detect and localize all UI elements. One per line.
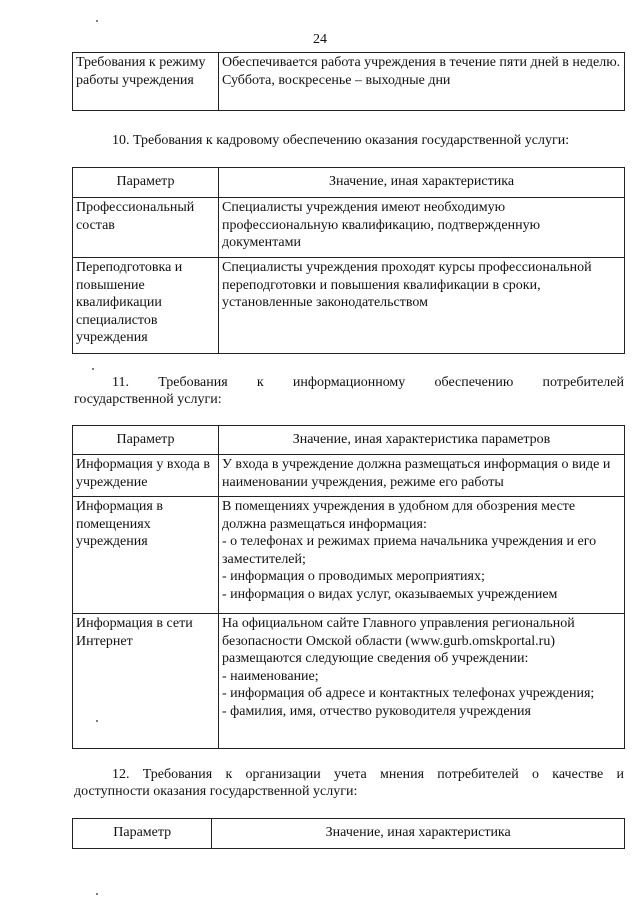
- table-row: [73, 258, 625, 354]
- page-number: 24: [313, 32, 327, 47]
- table-header-row: [73, 168, 625, 198]
- information-table: [72, 425, 625, 749]
- param-cell: Требования к режиму работы учреждения: [73, 53, 219, 111]
- value-header: Значение, иная характеристика: [212, 819, 625, 849]
- param-header: Параметр: [73, 168, 219, 198]
- section-11-heading: [74, 374, 624, 408]
- value-cell: Обеспечивается работа учреждения в течение пяти дней в неделю. Суббота, воскресенье – выходные дни: [219, 53, 625, 111]
- section-10-heading: 10. Требования к кадровому обеспечению оказания государственной услуги:: [112, 133, 570, 148]
- section-12-heading-line2: доступности оказания государственной услуги:: [74, 784, 358, 799]
- value-line: - фамилия, имя, отчество руководителя учреждения: [222, 703, 531, 719]
- value-line: - информация об адресе и контактных телефонах учреждения;: [222, 686, 595, 701]
- table-row: [73, 53, 625, 111]
- value-header: Значение, иная характеристика: [219, 168, 625, 198]
- value-cell: У входа в учреждение должна размещаться информация о виде и наименовании учреждения, режиме его работы: [219, 455, 625, 497]
- scan-speck: [96, 20, 98, 22]
- table-row: [73, 455, 625, 497]
- value-line: - информация о видах услуг, оказываемых учреждением: [222, 586, 558, 602]
- scan-speck: [92, 368, 94, 370]
- scan-speck: [96, 720, 98, 722]
- param-cell: Информация в помещениях учреждения: [73, 497, 219, 614]
- table-header-row: [73, 426, 625, 455]
- table-row: [73, 614, 625, 749]
- param-header: Параметр: [73, 426, 219, 455]
- table-header-row: [73, 819, 625, 849]
- value-line: На официальном сайте Главного управления региональной безопасности Омской области (www.gurb.omskportal.ru) размещаются следующие сведения об учреждении:: [222, 616, 575, 666]
- scan-speck: [96, 893, 98, 895]
- param-cell: Информация в сети Интернет: [73, 614, 219, 749]
- value-cell: Специалисты учреждения имеют необходимую профессиональную квалификацию, подтвержденную документами: [219, 198, 625, 258]
- section-12-heading-line1: 12. Требования к организации учета мнения потребителей о качестве и: [112, 767, 624, 782]
- value-line: В помещениях учреждения в удобном для обозрения месте должна размещаться информация:: [222, 499, 576, 532]
- param-cell: Переподготовка и повышение квалификации специалистов учреждения: [73, 258, 219, 354]
- param-cell: Информация у входа в учреждение: [73, 455, 219, 497]
- value-line: - информация о проводимых мероприятиях;: [222, 569, 485, 584]
- section-12-heading: [74, 766, 624, 800]
- value-cell: [219, 614, 625, 749]
- staffing-table: [72, 167, 625, 354]
- value-header: Значение, иная характеристика параметров: [219, 426, 625, 455]
- value-line: - наименование;: [222, 668, 319, 684]
- feedback-table: [72, 818, 625, 849]
- table-row: [73, 198, 625, 258]
- section-11-heading-line2: государственной услуги:: [74, 392, 222, 407]
- param-header: Параметр: [73, 819, 212, 849]
- table-row: [73, 497, 625, 614]
- section-11-heading-line1: 11. Требования к информационному обеспечению потребителей: [112, 375, 624, 390]
- value-cell: [219, 497, 625, 614]
- param-cell: Профессиональный состав: [73, 198, 219, 258]
- value-cell: Специалисты учреждения проходят курсы профессиональной переподготовки и повышения квалификации в сроки, установленные законодательством: [219, 258, 625, 354]
- value-line: - о телефонах и режимах приема начальника учреждения и его заместителей;: [222, 534, 597, 567]
- work-schedule-table: [72, 52, 625, 111]
